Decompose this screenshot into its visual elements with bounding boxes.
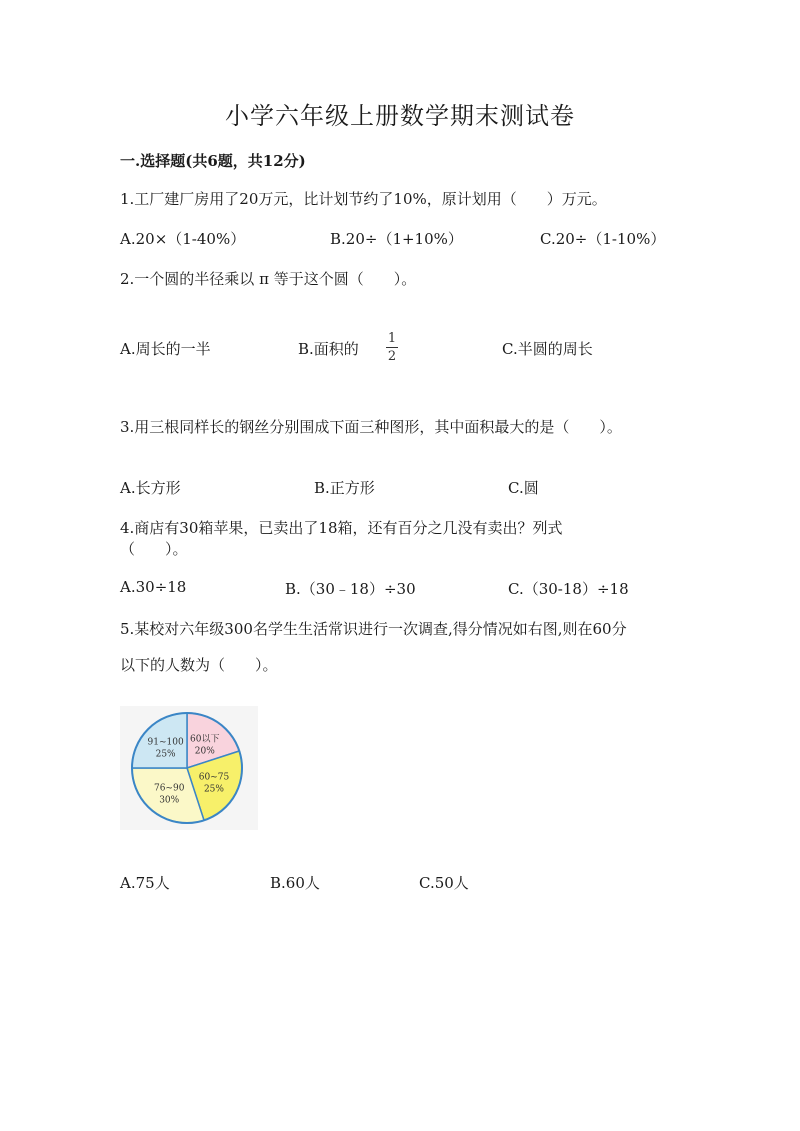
section-heading: 一.选择题(共6题，共12分) xyxy=(120,152,306,170)
question-1-option-c[interactable]: C.20÷（1-10%） xyxy=(540,230,666,248)
pie-slice-percent: 20% xyxy=(194,746,215,757)
pie-slice-label: 60~75 xyxy=(198,772,230,783)
question-1-option-b[interactable]: B.20÷（1+10%） xyxy=(330,230,463,248)
question-3-option-b[interactable]: B.正方形 xyxy=(314,479,375,497)
pie-slice-percent: 25% xyxy=(203,784,224,795)
question-2-option-b[interactable]: B.面积的 xyxy=(298,340,359,358)
score-pie-chart xyxy=(120,706,258,830)
question-2-stem: 2.一个圆的半径乘以 π 等于这个圆（ ）。 xyxy=(120,270,417,288)
fraction-denominator: 2 xyxy=(387,349,397,364)
question-4-option-c[interactable]: C.（30-18）÷18 xyxy=(508,580,629,598)
question-1-option-a[interactable]: A.20×（1-40%） xyxy=(120,230,246,248)
pie-chart-svg xyxy=(120,706,258,830)
question-4-option-b[interactable]: B.（30﹣18）÷30 xyxy=(285,580,416,598)
question-5-stem-line2: 以下的人数为（ ）。 xyxy=(120,656,278,674)
pie-slice-label: 60以下 xyxy=(190,734,220,745)
pie-slice-label: 91~100 xyxy=(147,737,184,748)
question-4-option-a[interactable]: A.30÷18 xyxy=(120,578,187,596)
question-4-stem-line1: 4.商店有30箱苹果，已卖出了18箱，还有百分之几没有卖出？列式 xyxy=(120,519,563,537)
question-3-option-c[interactable]: C.圆 xyxy=(508,479,539,497)
question-5-option-b[interactable]: B.60人 xyxy=(270,874,320,892)
fraction-bar xyxy=(386,347,398,348)
question-5-stem-line1: 5.某校对六年级300名学生生活常识进行一次调查,得分情况如右图,则在60分 xyxy=(120,620,627,638)
question-2-option-a[interactable]: A.周长的一半 xyxy=(120,340,211,358)
question-1-stem: 1.工厂建厂房用了20万元，比计划节约了10%，原计划用（ ）万元。 xyxy=(120,190,607,208)
question-5-option-c[interactable]: C.50人 xyxy=(419,874,469,892)
question-2-option-c[interactable]: C.半圆的周长 xyxy=(502,340,593,358)
page-title: 小学六年级上册数学期末测试卷 xyxy=(225,102,575,130)
question-5-option-a[interactable]: A.75人 xyxy=(120,874,170,892)
pie-slice-percent: 25% xyxy=(155,749,176,760)
fraction-numerator: 1 xyxy=(387,331,397,346)
question-4-stem-line2: （ ）。 xyxy=(120,540,188,558)
pie-slice-percent: 30% xyxy=(159,795,180,806)
pie-slice-label: 76~90 xyxy=(153,783,185,794)
question-3-stem: 3.用三根同样长的钢丝分别围成下面三种图形，其中面积最大的是（ ）。 xyxy=(120,418,622,436)
fraction-one-half xyxy=(384,331,400,364)
question-3-option-a[interactable]: A.长方形 xyxy=(120,479,181,497)
